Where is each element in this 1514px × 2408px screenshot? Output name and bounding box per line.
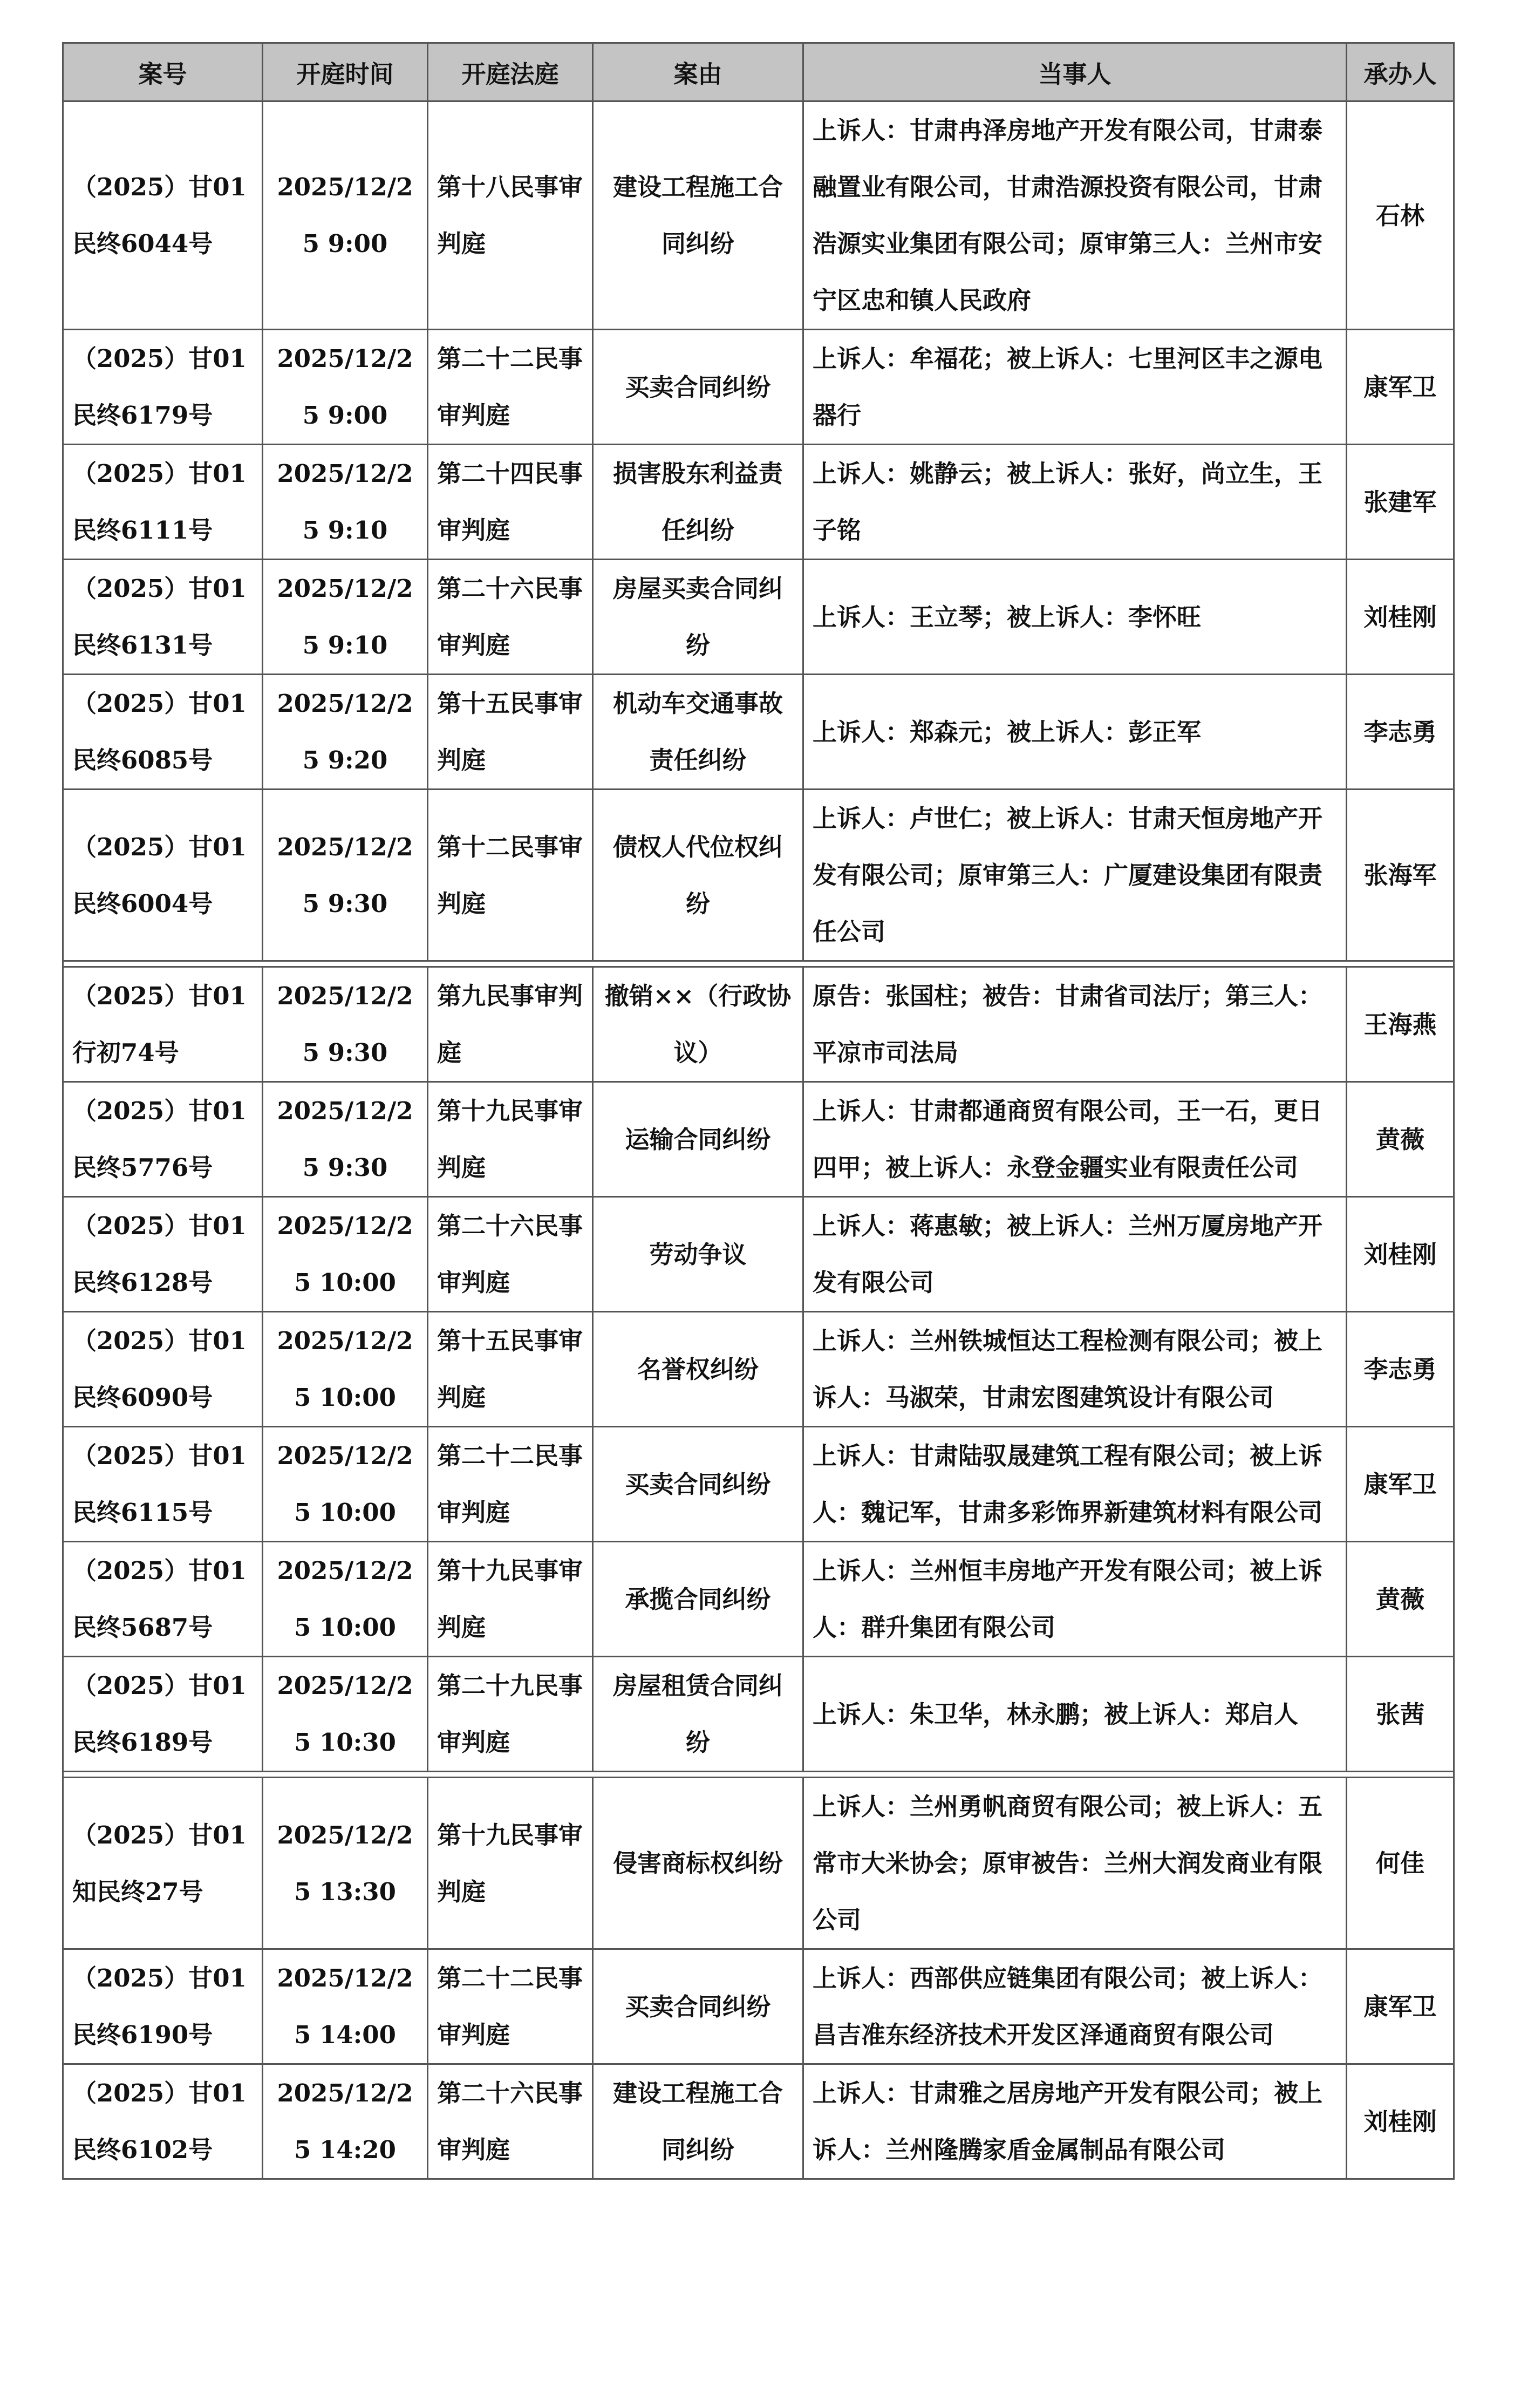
hearing-schedule-table bbox=[62, 42, 1455, 2180]
cell-court: 第十五民事审判庭 bbox=[428, 675, 593, 790]
section-divider bbox=[63, 961, 1454, 967]
section-divider-cell bbox=[63, 961, 1454, 967]
cell-time: 2025/12/25 10:30 bbox=[263, 1657, 428, 1772]
cell-case-no: （2025）甘01民终5776号 bbox=[63, 1082, 263, 1197]
cell-parties: 上诉人：牟福花；被上诉人：七里河区丰之源电器行 bbox=[803, 330, 1347, 445]
header-court: 开庭法庭 bbox=[428, 43, 593, 101]
cell-parties: 上诉人：甘肃都通商贸有限公司，王一石，更日四甲；被上诉人：永登金疆实业有限责任公司 bbox=[803, 1082, 1347, 1197]
cell-case-no: （2025）甘01民终6102号 bbox=[63, 2064, 263, 2179]
header-judge: 承办人 bbox=[1347, 43, 1454, 101]
cell-parties: 上诉人：兰州铁城恒达工程检测有限公司；被上诉人：马淑荣，甘肃宏图建筑设计有限公司 bbox=[803, 1312, 1347, 1427]
cell-court: 第二十九民事审判庭 bbox=[428, 1657, 593, 1772]
table-row bbox=[63, 2064, 1454, 2179]
cell-cause: 承揽合同纠纷 bbox=[593, 1542, 803, 1657]
table-row bbox=[63, 1778, 1454, 1949]
cell-time: 2025/12/25 9:00 bbox=[263, 101, 428, 330]
cell-court: 第二十二民事审判庭 bbox=[428, 1427, 593, 1542]
cell-parties: 上诉人：西部供应链集团有限公司；被上诉人：昌吉准东经济技术开发区泽通商贸有限公司 bbox=[803, 1949, 1347, 2064]
cell-case-no: （2025）甘01民终6004号 bbox=[63, 790, 263, 961]
cell-case-no: （2025）甘01民终6115号 bbox=[63, 1427, 263, 1542]
cell-cause: 买卖合同纠纷 bbox=[593, 330, 803, 445]
cell-court: 第十九民事审判庭 bbox=[428, 1542, 593, 1657]
cell-judge: 张茜 bbox=[1347, 1657, 1454, 1772]
cell-cause: 机动车交通事故责任纠纷 bbox=[593, 675, 803, 790]
cell-cause: 劳动争议 bbox=[593, 1197, 803, 1312]
cell-judge: 黄薇 bbox=[1347, 1082, 1454, 1197]
table-header-row bbox=[63, 43, 1454, 101]
cell-case-no: （2025）甘01民终6044号 bbox=[63, 101, 263, 330]
cell-court: 第十五民事审判庭 bbox=[428, 1312, 593, 1427]
cell-judge: 康军卫 bbox=[1347, 330, 1454, 445]
cell-cause: 名誉权纠纷 bbox=[593, 1312, 803, 1427]
table-body bbox=[63, 101, 1454, 2179]
cell-case-no: （2025）甘01行初74号 bbox=[63, 967, 263, 1082]
cell-parties: 上诉人：郑森元；被上诉人：彭正军 bbox=[803, 675, 1347, 790]
cell-parties: 上诉人：甘肃陆驭晟建筑工程有限公司；被上诉人：魏记军，甘肃多彩饰界新建筑材料有限公司 bbox=[803, 1427, 1347, 1542]
header-cause: 案由 bbox=[593, 43, 803, 101]
table-row bbox=[63, 101, 1454, 330]
cell-judge: 刘桂刚 bbox=[1347, 560, 1454, 675]
cell-case-no: （2025）甘01民终6111号 bbox=[63, 445, 263, 560]
cell-case-no: （2025）甘01知民终27号 bbox=[63, 1778, 263, 1949]
hearing-schedule-page bbox=[62, 42, 1453, 2180]
cell-court: 第二十二民事审判庭 bbox=[428, 330, 593, 445]
cell-judge: 石林 bbox=[1347, 101, 1454, 330]
cell-time: 2025/12/25 9:30 bbox=[263, 1082, 428, 1197]
cell-judge: 李志勇 bbox=[1347, 675, 1454, 790]
cell-court: 第十二民事审判庭 bbox=[428, 790, 593, 961]
cell-judge: 张海军 bbox=[1347, 790, 1454, 961]
cell-parties: 上诉人：兰州恒丰房地产开发有限公司；被上诉人：群升集团有限公司 bbox=[803, 1542, 1347, 1657]
table-row bbox=[63, 1657, 1454, 1772]
cell-parties: 上诉人：甘肃冉泽房地产开发有限公司，甘肃泰融置业有限公司，甘肃浩源投资有限公司，甘肃浩源实业集团有限公司；原审第三人：兰州市安宁区忠和镇人民政府 bbox=[803, 101, 1347, 330]
cell-cause: 运输合同纠纷 bbox=[593, 1082, 803, 1197]
cell-time: 2025/12/25 10:00 bbox=[263, 1197, 428, 1312]
cell-judge: 黄薇 bbox=[1347, 1542, 1454, 1657]
cell-judge: 康军卫 bbox=[1347, 1427, 1454, 1542]
cell-time: 2025/12/25 10:00 bbox=[263, 1427, 428, 1542]
cell-court: 第十八民事审判庭 bbox=[428, 101, 593, 330]
cell-parties: 上诉人：蒋惠敏；被上诉人：兰州万厦房地产开发有限公司 bbox=[803, 1197, 1347, 1312]
cell-cause: 建设工程施工合同纠纷 bbox=[593, 2064, 803, 2179]
table-row bbox=[63, 1312, 1454, 1427]
cell-parties: 上诉人：兰州勇帆商贸有限公司；被上诉人：五常市大米协会；原审被告：兰州大润发商业有限公司 bbox=[803, 1778, 1347, 1949]
section-divider-cell bbox=[63, 1772, 1454, 1778]
table-row bbox=[63, 675, 1454, 790]
cell-judge: 康军卫 bbox=[1347, 1949, 1454, 2064]
cell-cause: 侵害商标权纠纷 bbox=[593, 1778, 803, 1949]
cell-time: 2025/12/25 9:00 bbox=[263, 330, 428, 445]
cell-cause: 房屋买卖合同纠纷 bbox=[593, 560, 803, 675]
cell-court: 第二十四民事审判庭 bbox=[428, 445, 593, 560]
cell-parties: 上诉人：卢世仁；被上诉人：甘肃天恒房地产开发有限公司；原审第三人：广厦建设集团有限责任公司 bbox=[803, 790, 1347, 961]
cell-cause: 债权人代位权纠纷 bbox=[593, 790, 803, 961]
cell-parties: 原告：张国柱；被告：甘肃省司法厅；第三人：平凉市司法局 bbox=[803, 967, 1347, 1082]
cell-court: 第二十二民事审判庭 bbox=[428, 1949, 593, 2064]
cell-time: 2025/12/25 10:00 bbox=[263, 1542, 428, 1657]
cell-case-no: （2025）甘01民终5687号 bbox=[63, 1542, 263, 1657]
header-parties: 当事人 bbox=[803, 43, 1347, 101]
cell-cause: 买卖合同纠纷 bbox=[593, 1949, 803, 2064]
table-row bbox=[63, 1197, 1454, 1312]
cell-case-no: （2025）甘01民终6085号 bbox=[63, 675, 263, 790]
cell-cause: 建设工程施工合同纠纷 bbox=[593, 101, 803, 330]
cell-case-no: （2025）甘01民终6090号 bbox=[63, 1312, 263, 1427]
cell-court: 第二十六民事审判庭 bbox=[428, 1197, 593, 1312]
cell-judge: 刘桂刚 bbox=[1347, 2064, 1454, 2179]
table-row bbox=[63, 560, 1454, 675]
cell-time: 2025/12/25 9:30 bbox=[263, 967, 428, 1082]
cell-court: 第十九民事审判庭 bbox=[428, 1778, 593, 1949]
cell-judge: 王海燕 bbox=[1347, 967, 1454, 1082]
cell-court: 第二十六民事审判庭 bbox=[428, 2064, 593, 2179]
cell-parties: 上诉人：姚静云；被上诉人：张好，尚立生，王子铭 bbox=[803, 445, 1347, 560]
cell-parties: 上诉人：朱卫华，林永鹏；被上诉人：郑启人 bbox=[803, 1657, 1347, 1772]
cell-judge: 何佳 bbox=[1347, 1778, 1454, 1949]
cell-time: 2025/12/25 14:20 bbox=[263, 2064, 428, 2179]
cell-court: 第十九民事审判庭 bbox=[428, 1082, 593, 1197]
table-row bbox=[63, 1949, 1454, 2064]
cell-cause: 撤销××（行政协议） bbox=[593, 967, 803, 1082]
cell-court: 第二十六民事审判庭 bbox=[428, 560, 593, 675]
cell-time: 2025/12/25 9:10 bbox=[263, 445, 428, 560]
cell-cause: 买卖合同纠纷 bbox=[593, 1427, 803, 1542]
table-row bbox=[63, 1082, 1454, 1197]
cell-case-no: （2025）甘01民终6189号 bbox=[63, 1657, 263, 1772]
cell-time: 2025/12/25 9:20 bbox=[263, 675, 428, 790]
cell-case-no: （2025）甘01民终6128号 bbox=[63, 1197, 263, 1312]
table-row bbox=[63, 330, 1454, 445]
table-row bbox=[63, 445, 1454, 560]
table-row bbox=[63, 1542, 1454, 1657]
cell-cause: 损害股东利益责任纠纷 bbox=[593, 445, 803, 560]
header-case-no: 案号 bbox=[63, 43, 263, 101]
cell-time: 2025/12/25 9:30 bbox=[263, 790, 428, 961]
header-time: 开庭时间 bbox=[263, 43, 428, 101]
cell-time: 2025/12/25 10:00 bbox=[263, 1312, 428, 1427]
cell-case-no: （2025）甘01民终6131号 bbox=[63, 560, 263, 675]
cell-case-no: （2025）甘01民终6179号 bbox=[63, 330, 263, 445]
cell-time: 2025/12/25 13:30 bbox=[263, 1778, 428, 1949]
cell-court: 第九民事审判庭 bbox=[428, 967, 593, 1082]
table-row bbox=[63, 1427, 1454, 1542]
cell-parties: 上诉人：甘肃雅之居房地产开发有限公司；被上诉人：兰州隆腾家盾金属制品有限公司 bbox=[803, 2064, 1347, 2179]
cell-judge: 刘桂刚 bbox=[1347, 1197, 1454, 1312]
table-row bbox=[63, 967, 1454, 1082]
cell-judge: 李志勇 bbox=[1347, 1312, 1454, 1427]
cell-time: 2025/12/25 9:10 bbox=[263, 560, 428, 675]
cell-case-no: （2025）甘01民终6190号 bbox=[63, 1949, 263, 2064]
cell-parties: 上诉人：王立琴；被上诉人：李怀旺 bbox=[803, 560, 1347, 675]
cell-judge: 张建军 bbox=[1347, 445, 1454, 560]
table-row bbox=[63, 790, 1454, 961]
section-divider bbox=[63, 1772, 1454, 1778]
cell-cause: 房屋租赁合同纠纷 bbox=[593, 1657, 803, 1772]
cell-time: 2025/12/25 14:00 bbox=[263, 1949, 428, 2064]
